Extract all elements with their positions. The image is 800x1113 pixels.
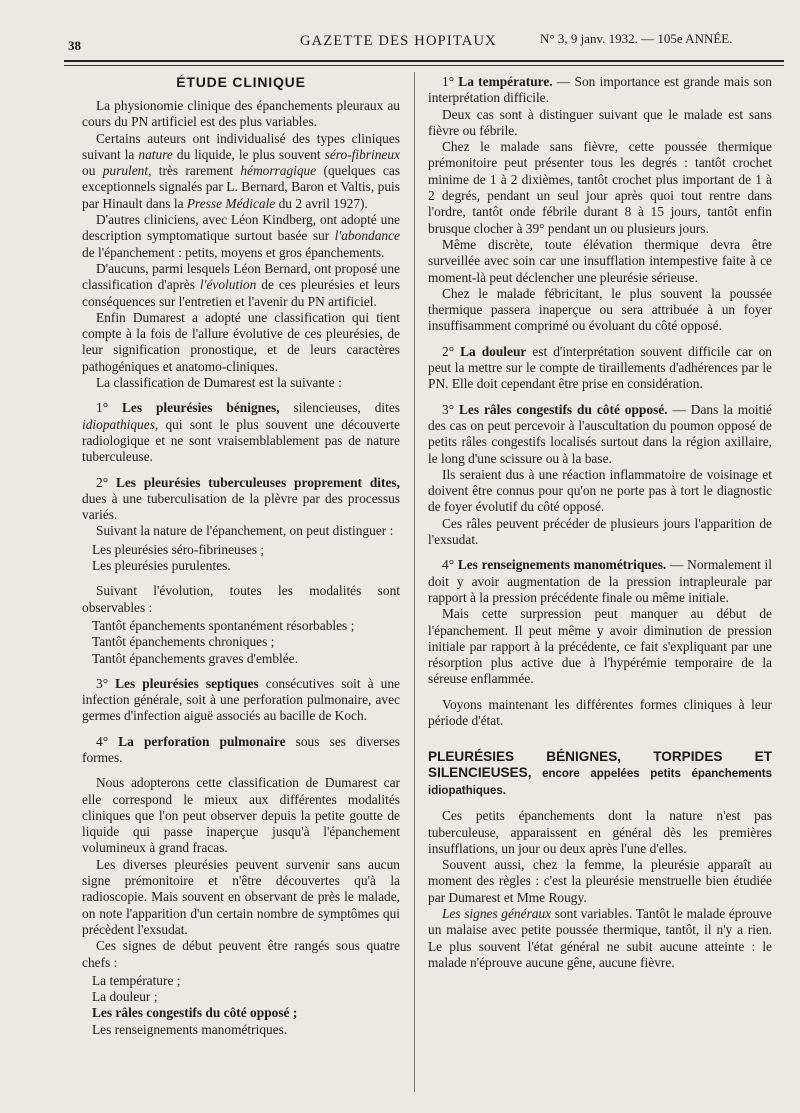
classification-item-2: 2° Les pleurésies tuberculeuses proprement dites, dues à une tuberculisation de la plèvre par des processus variés. xyxy=(82,474,400,523)
left-column xyxy=(82,74,400,1038)
paragraph: Enfin Dumarest a adopté une classification qui tient compte à la fois de l'allure évolutive de ces pleurésies, de leur signification pronostique, et de leurs caractères pathogéniques et anatomo-cliniques. xyxy=(82,309,400,374)
paragraph: Ces petits épanchements dont la nature n'est pas tuberculeuse, apparaissent en général dès les premières insufflations, un jour ou deux après l'une d'elles. xyxy=(428,808,772,856)
paragraph: Certains auteurs ont individualisé des types cliniques suivant la nature du liquide, le plus souvent séro-fibrineux ou purulent, très rarement hémorragique (quelques cas exceptionnels signalés par L. Bernard, Baron et Valtis, puis par Hinault dans la Presse Médicale du 2 avril 1927). xyxy=(82,130,400,211)
header-rule xyxy=(64,60,784,62)
paragraph: Mais cette surpression peut manquer au début de l'épanchement. Il peut même y avoir diminution de pression initiale par rapport à la précédente, ce fait s'expliquant par une résorption plus active due à l'hypérémie temporaire de la séreuse enflammée. xyxy=(428,606,772,687)
list-item: Les pleurésies purulentes. xyxy=(92,558,231,574)
list-item: Tantôt épanchements graves d'emblée. xyxy=(92,650,298,666)
paragraph: Chez le malade fébricitant, le plus souvent la poussée thermique passera inaperçue ou sera attribuée à un foyer insuffisamment comprimé ou évoluant du côté opposé. xyxy=(428,285,772,334)
classification-item-4: 4° La perforation pulmonaire sous ses diverses formes. xyxy=(82,733,400,765)
sign-manometrie: 4° Les renseignements manométriques. — Normalement il doit y avoir augmentation de la pression intrapleurale par rapport à la pression précédente finale ou même initiale. xyxy=(428,557,772,605)
paragraph: La physionomie clinique des épanchements pleuraux au cours du PN artificiel est des plus variables. xyxy=(82,98,400,130)
nature-list xyxy=(82,542,400,575)
paragraph: Deux cas sont à distinguer suivant que le malade est sans fièvre ou fébrile. xyxy=(428,106,772,138)
right-column xyxy=(428,74,772,971)
paragraph: Ils seraient dus à une réaction inflammatoire de voisinage et doivent être connus pour qu'on ne porte pas à tort le diagnostic de foyer évolutif du côté opposé. xyxy=(428,466,772,515)
issue-info: N° 3, 9 janv. 1932. — 105e ANNÉE. xyxy=(540,31,733,46)
column-divider xyxy=(414,72,415,1092)
paragraph: Ces signes de début peuvent être rangés sous quatre chefs : xyxy=(82,938,400,970)
paragraph: Nous adopterons cette classification de Dumarest car elle correspond le mieux aux différentes modalités cliniques que l'on peut observer depuis la petite goutte de liquide qui passe inaperçue jusqu'à l'épanchement volumineux à grand fracas. xyxy=(82,775,400,856)
paragraph: Chez le malade sans fièvre, cette poussée thermique prémonitoire peut présenter tous les degrés : tantôt crochet minime de 1 à 2 dixièmes, tantôt crochet plus important de 1 à 2 degrés, pendant un seul jour après quoi tout rentre dans l'ordre, tantôt onde fébrile durant 8 à 15 jours, tantôt enfin brusque clocher à 39° pendant un ou plusieurs jours. xyxy=(428,139,772,236)
evolution-list xyxy=(82,618,400,667)
list-item: Tantôt épanchements chroniques ; xyxy=(92,634,275,650)
paragraph: Ces râles peuvent précéder de plusieurs jours l'apparition de l'exsudat. xyxy=(428,515,772,548)
list-item: Les pleurésies séro-fibrineuses ; xyxy=(92,541,265,557)
page-number: 38 xyxy=(68,38,81,53)
list-item: Les renseignements manométriques. xyxy=(92,1021,288,1037)
list-item: La température ; xyxy=(92,972,181,988)
subsection-heading: PLEURÉSIES BÉNIGNES, TORPIDES ET SILENCIEUSES, encore appelées petits épanchements idiopathiques. xyxy=(428,749,772,798)
sign-douleur: 2° La douleur est d'interprétation souvent difficile car on peut la mettre sur le compte de tiraillements d'adhérences par le PN. Elle doit cependant être prise en considération. xyxy=(428,343,773,392)
header-rule-thin xyxy=(64,65,784,66)
paragraph: La classification de Dumarest est la suivante : xyxy=(96,375,342,391)
paragraph: Les signes généraux sont variables. Tantôt le malade éprouve un malaise avec petite poussée thermique, tantôt, il n'y a rien. Le plus souvent l'état général ne subit aucune atteinte : le malade n'éprouve aucune gêne, aucune fièvre. xyxy=(428,906,772,970)
paragraph: Suivant l'évolution, toutes les modalités sont observables : xyxy=(82,583,400,615)
list-item: Tantôt épanchements spontanément résorbables ; xyxy=(92,617,355,633)
paragraph: Même discrète, toute élévation thermique devra être surveillée avec soin car une insufflation intempestive faite à ce moment-là peut déclencher une pleurésie sérieuse. xyxy=(428,236,772,285)
sign-rales: 3° Les râles congestifs du côté opposé. — Dans la moitié des cas on peut percevoir à l'auscultation du poumon opposé de petits râles congestifs localisés surtout dans la région axillaire, le long d'une scissure ou à la base. xyxy=(428,401,772,466)
paragraph: D'autres cliniciens, avec Léon Kindberg, ont adopté une description symptomatique surtout basée sur l'abondance de l'épanchement : petits, moyens et gros épanchements. xyxy=(82,212,400,260)
paragraph: Suivant la nature de l'épanchement, on peut distinguer : xyxy=(96,523,394,539)
paragraph: Les diverses pleurésies peuvent survenir sans aucun signe prémonitoire et n'être découvertes qu'à la radioscopie. Mais souvent en observant de près le malade, on note l'apparition d'un certain nombre de symptômes qui précèdent l'exsudat. xyxy=(82,856,400,937)
paragraph: D'aucuns, parmi lesquels Léon Bernard, ont proposé une classification d'après l'évolution de ces pleurésies et leurs conséquences sur l'entretien et l'avenir du PN artificiel. xyxy=(82,260,400,309)
paragraph: Voyons maintenant les différentes formes cliniques à leur période d'état. xyxy=(428,696,772,728)
classification-item-1: 1° Les pleurésies bénignes, silencieuses, dites idiopathiques, qui sont le plus souvent une découverte radiologique et ne sont vraisemblablement pas de nature tuberculeuse. xyxy=(82,400,401,465)
list-item: Les râles congestifs du côté opposé ; xyxy=(92,1005,298,1021)
journal-title: GAZETTE DES HOPITAUX xyxy=(300,33,497,49)
paragraph: Souvent aussi, chez la femme, la pleurésie apparaît au moment des règles : c'est la pleurésie menstruelle bien étudiée par Dumarest et Mme Rougy. xyxy=(428,857,772,905)
list-item: La douleur ; xyxy=(92,989,158,1005)
sign-temperature: 1° La température. — Son importance est grande mais son interprétation difficile. xyxy=(428,74,772,106)
signs-list xyxy=(82,973,400,1038)
classification-item-3: 3° Les pleurésies septiques consécutives soit à une infection générale, soit à une perforation pulmonaire, avec germes d'infection aiguë associés au bacille de Koch. xyxy=(82,675,400,724)
section-title: ÉTUDE CLINIQUE xyxy=(176,74,306,90)
